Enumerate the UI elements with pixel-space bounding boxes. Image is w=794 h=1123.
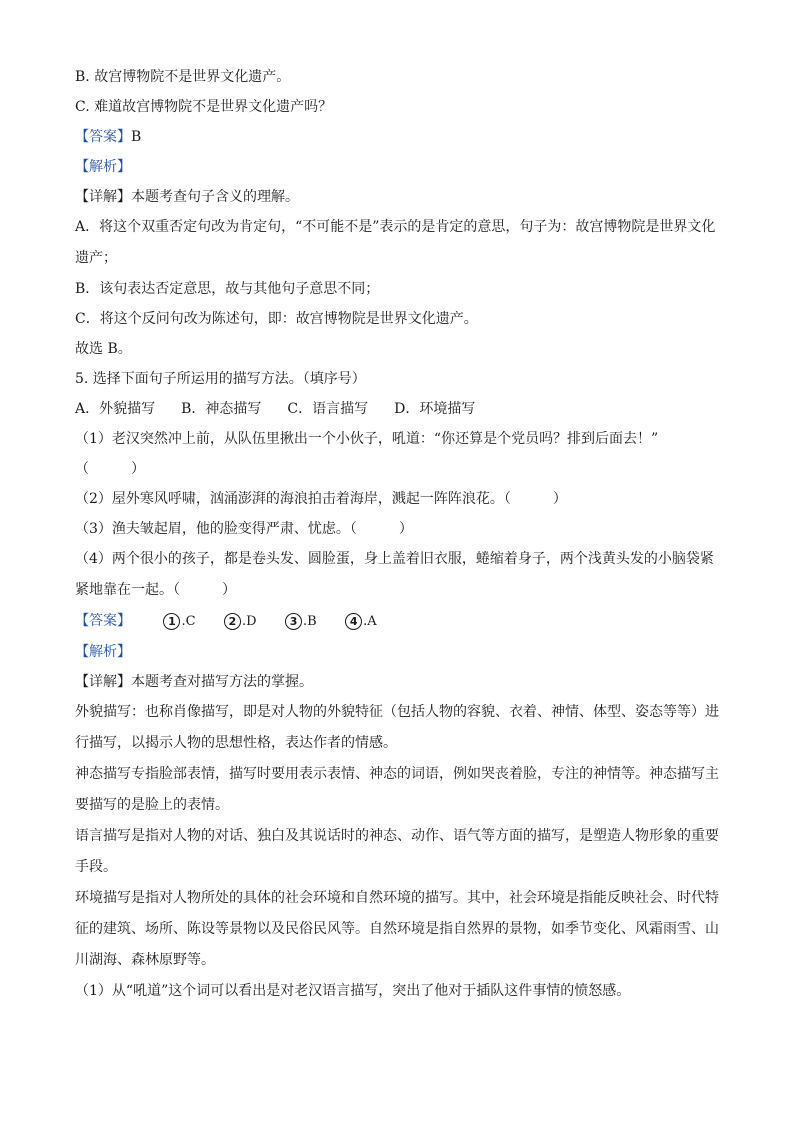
option-c-line: C. 难道故宫博物院不是世界文化遗产吗？ <box>75 99 333 115</box>
option-c: C．语言描写 <box>287 401 369 417</box>
detail-text: 本题考查对描写方法的掌握。 <box>131 674 313 690</box>
option-a: A．外貌描写 <box>75 401 156 417</box>
answer-line-1 <box>75 122 725 152</box>
option-d: D．环境描写 <box>394 401 476 417</box>
explain-c: C．将这个反问句改为陈述句，即：故宫博物院是世界文化遗产。 <box>75 311 478 327</box>
detail-label: 【详解】 <box>75 189 131 205</box>
explain-a: A．将这个双重否定句改为肯定句，“不可能不是”表示的是肯定的意思，句子为：故宫博物院是世界文化遗产； <box>75 219 716 266</box>
paragraph-waimao: 外貌描写：也称肖像描写，即是对人物的外貌特征（包括人物的容貌、衣着、神情、体型、姿态等等）进行描写，以揭示人物的思想性格，表达作者的情感。 <box>75 704 719 751</box>
answer-value: B <box>131 129 142 145</box>
circled-number: 2 <box>224 613 241 630</box>
answer-item <box>224 607 257 637</box>
detail-line-1 <box>75 182 725 212</box>
answer-item-value: .D <box>242 614 257 629</box>
answer-line-2 <box>75 606 725 637</box>
option-b-line: B. 故宫博物院不是世界文化遗产。 <box>75 69 291 85</box>
document-content <box>75 62 725 1006</box>
choose-line: 故选 B。 <box>75 341 132 357</box>
answer-item-value: .C <box>181 614 196 629</box>
answer-item <box>345 607 377 637</box>
analysis-label-2: 【解析】 <box>75 644 131 660</box>
answer-item-value: .A <box>363 614 377 629</box>
sentence-2: （2）屋外寒风呼啸，汹涌澎湃的海浪拍击着海岸，溅起一阵阵浪花。（ ） <box>75 491 567 507</box>
option-b: B．神态描写 <box>181 401 262 417</box>
answer-item-value: .B <box>303 614 317 629</box>
sentence-1: （1）老汉突然冲上前，从队伍里揪出一个小伙子，吼道：“你还算是个党员吗？排到后面去！” <box>75 431 659 447</box>
analysis-label-1: 【解析】 <box>75 159 131 175</box>
explain-b: B．该句表达否定意思，故与其他句子意思不同； <box>75 281 380 297</box>
detail-label: 【详解】 <box>75 674 131 690</box>
detail-line-2 <box>75 667 725 697</box>
question-5: 5. 选择下面句子所运用的描写方法。（填序号） <box>75 371 366 387</box>
circled-number: 3 <box>285 613 302 630</box>
answer-item <box>163 607 195 637</box>
circled-number: 1 <box>163 613 180 630</box>
paragraph-yuyan: 语言描写是指对人物的对话、独白及其说话时的神态、动作、语气等方面的描写，是塑造人物形象的重要手段。 <box>75 828 719 875</box>
sentence-3: （3）渔夫皱起眉，他的脸变得严肃、忧虑。（ ） <box>75 521 413 537</box>
answer-item <box>285 607 317 637</box>
question-5-options <box>75 394 725 424</box>
answer-label: 【答案】 <box>75 613 131 629</box>
paragraph-huanjing: 环境描写是指对人物所处的具体的社会环境和自然环境的描写。其中，社会环境是指能反映社会、时代特征的建筑、场所、陈设等景物以及民俗民风等。自然环境是指自然界的景物，如季节变化、风霜雨雪、山川湖海、森林原野等。 <box>75 890 719 968</box>
paragraph-last: （1）从“吼道”这个词可以看出是对老汉语言描写，突出了他对于插队这件事情的愤怒感。 <box>75 983 631 999</box>
answer-label: 【答案】 <box>75 129 131 145</box>
detail-text: 本题考查句子含义的理解。 <box>131 189 299 205</box>
circled-number: 4 <box>345 613 362 630</box>
sentence-4: （4）两个很小的孩子，都是卷头发、圆脸蛋，身上盖着旧衣服，蜷缩着身子，两个浅黄头发的小脑袋紧紧地靠在一起。（ ） <box>75 551 714 598</box>
sentence-1-blank: （ ） <box>75 461 145 477</box>
paragraph-shentai: 神态描写专指脸部表情，描写时要用表示表情、神态的词语，例如哭丧着脸，专注的神情等。神态描写主要描写的是脸上的表情。 <box>75 766 719 813</box>
